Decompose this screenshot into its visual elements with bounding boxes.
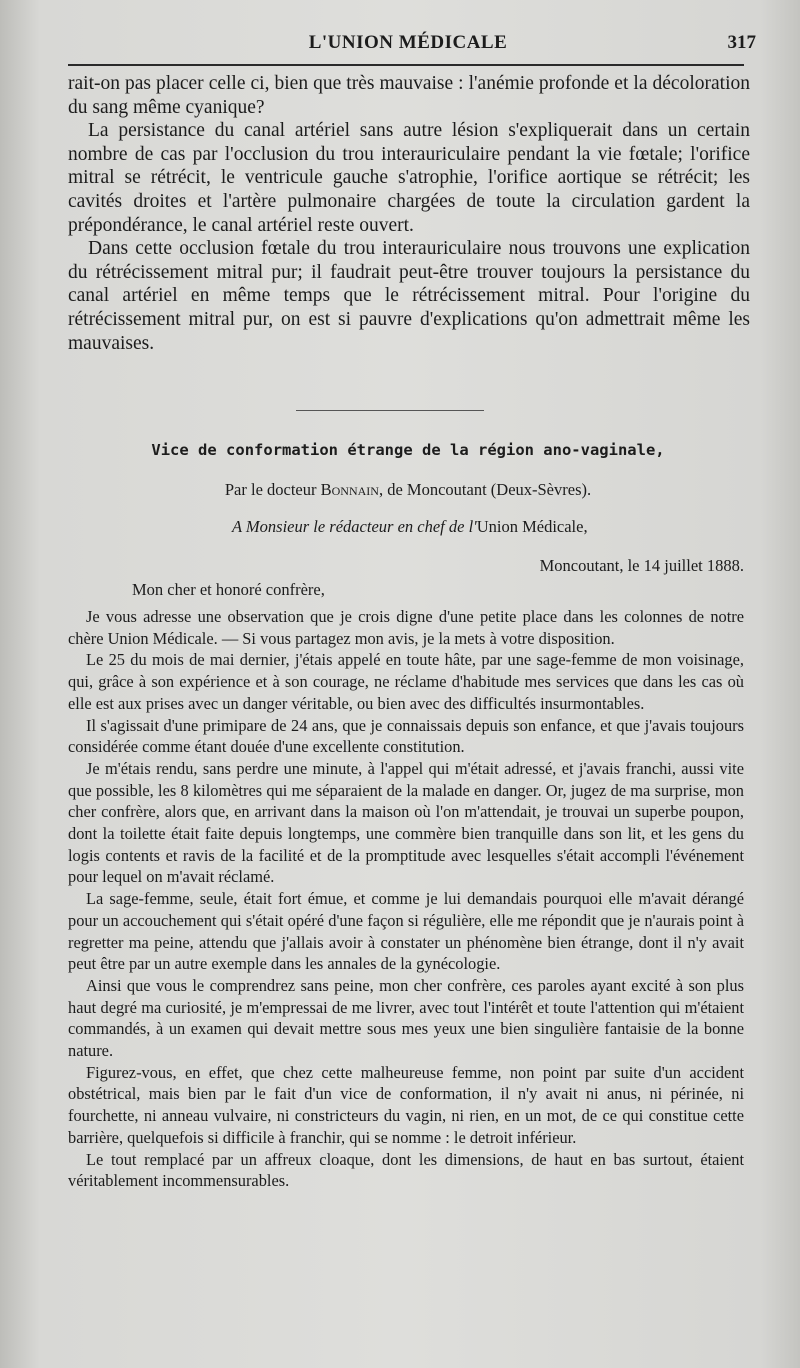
salutation: Mon cher et honoré confrère,: [132, 580, 325, 599]
paragraph: Dans cette occlusion fœtale du trou interauriculaire nous trouvons une explication du rétrécissement mitral pur; il faudrait peut-être trouver toujours la persistance du canal artériel en même temps que le rétrécissement mitral. Pour l'origine du rétrécissement mitral pur, on est si pauvre d'explications qu'on admettrait même les mauvaises.: [68, 238, 750, 354]
addressee-italic: A Monsieur le rédacteur en chef de l': [232, 517, 477, 536]
paragraph: La persistance du canal artériel sans autre lésion s'expliquerait dans un certain nombre de cas par l'occlusion du trou interauriculaire pendant la vie fœtale; l'orifice mitral se rétrécit, le ventricule gauche s'atrophie, l'orifice aortique se rétrécit; les cavités droites et l'artère pulmonaire chargées de toute la circulation gardent la prépondérance, le canal artériel reste ouvert.: [68, 120, 750, 236]
paragraph: rait-on pas placer celle ci, bien que très mauvaise : l'anémie profonde et la décoloration du sang même cyanique?: [68, 73, 750, 118]
paragraph: Il s'agissait d'une primipare de 24 ans, que je connaissais depuis son enfance, et que j'avais toujours considérée comme étant douée d'une excellente constitution.: [68, 715, 744, 757]
addressee-journal: Union Médicale,: [476, 517, 588, 536]
addressee: [232, 517, 588, 537]
article-title: Vice de conformation étrange de la région ano-vaginale,: [151, 441, 665, 459]
byline: [68, 480, 748, 500]
paragraph: Je m'étais rendu, sans perdre une minute, à l'appel qui m'était adressé, et j'avais franchi, aussi vite que possible, les 8 kilomètres qui me séparaient de la malade en danger. Or, jugez de ma surprise, mon cher confrère, alors que, en arrivant dans la maison où l'on m'attendait, je trouvai un superbe poupon, dont la toilette était faite depuis longtemps, une commère bien tranquille dans son lit, et les gens du logis contents et ravis de la facilité et de la promptitude avec lesquelles s'était accompli l'événement pour lequel on m'avait réclamé.: [68, 758, 744, 887]
page-number: 317: [727, 32, 756, 53]
article-separator: [296, 410, 484, 411]
paragraph: Figurez-vous, en effet, que chez cette malheureuse femme, non point par suite d'un accident obstétrical, mais bien par le fait d'un vice de conformation, il n'y avait ni anus, ni périnée, ni fourchette, ni anneau vulvaire, ni constricteurs du vagin, ni rien, en un mot, de ce qui constitue cette barrière, quelquefois si difficile à franchir, qui se nomme : le detroit inférieur.: [68, 1062, 744, 1147]
paragraph: Je vous adresse une observation que je crois digne d'une petite place dans les colonnes de notre chère Union Médicale. — Si vous partagez mon avis, je la mets à votre disposition.: [68, 607, 744, 648]
article-body: [68, 606, 744, 1192]
paragraph: Ainsi que vous le comprendrez sans peine, mon cher confrère, ces paroles ayant excité à son plus haut degré ma curiosité, je m'empressai de me livrer, avec tout l'intérêt et toute l'attention qui m'étaient commandés, à un examen qui devait mettre sous mes yeux une bien singulière fantaisie de la bonne nature.: [68, 975, 744, 1061]
paragraph: Le 25 du mois de mai dernier, j'étais appelé en toute hâte, par une sage-femme de mon voisinage, qui, grâce à son expérience et à son courage, ne réclame d'habitude mes services que dans les cas où elle est aux prises avec un danger véritable, ou bien avec des difficultés insurmontables.: [68, 650, 744, 713]
previous-article-text: [68, 72, 750, 355]
paragraph: La sage-femme, seule, était fort émue, et comme je lui demandais pourquoi elle m'avait dérangé pour un accouchement qui s'était opéré d'une façon si régulière, elle me répondit que je n'aurais point à regretter ma peine, attendu que j'allais avoir à constater un phénomène bien étrange, dont il n'y avait peut être par un autre exemple dans les annales de la gynécologie.: [68, 889, 744, 974]
journal-title: L'UNION MÉDICALE: [308, 32, 508, 53]
byline-suffix: , de Moncoutant (Deux-Sèvres).: [378, 480, 592, 499]
byline-prefix: Par le docteur: [224, 480, 321, 499]
running-header: [68, 30, 756, 60]
header-rule: [68, 64, 744, 66]
place-date: Moncoutant, le 14 juillet 1888.: [539, 556, 744, 575]
author-name: Bonnain: [320, 480, 379, 499]
paragraph: Le tout remplacé par un affreux cloaque, dont les dimensions, de haut en bas surtout, étaient véritablement incommensurables.: [68, 1149, 744, 1191]
